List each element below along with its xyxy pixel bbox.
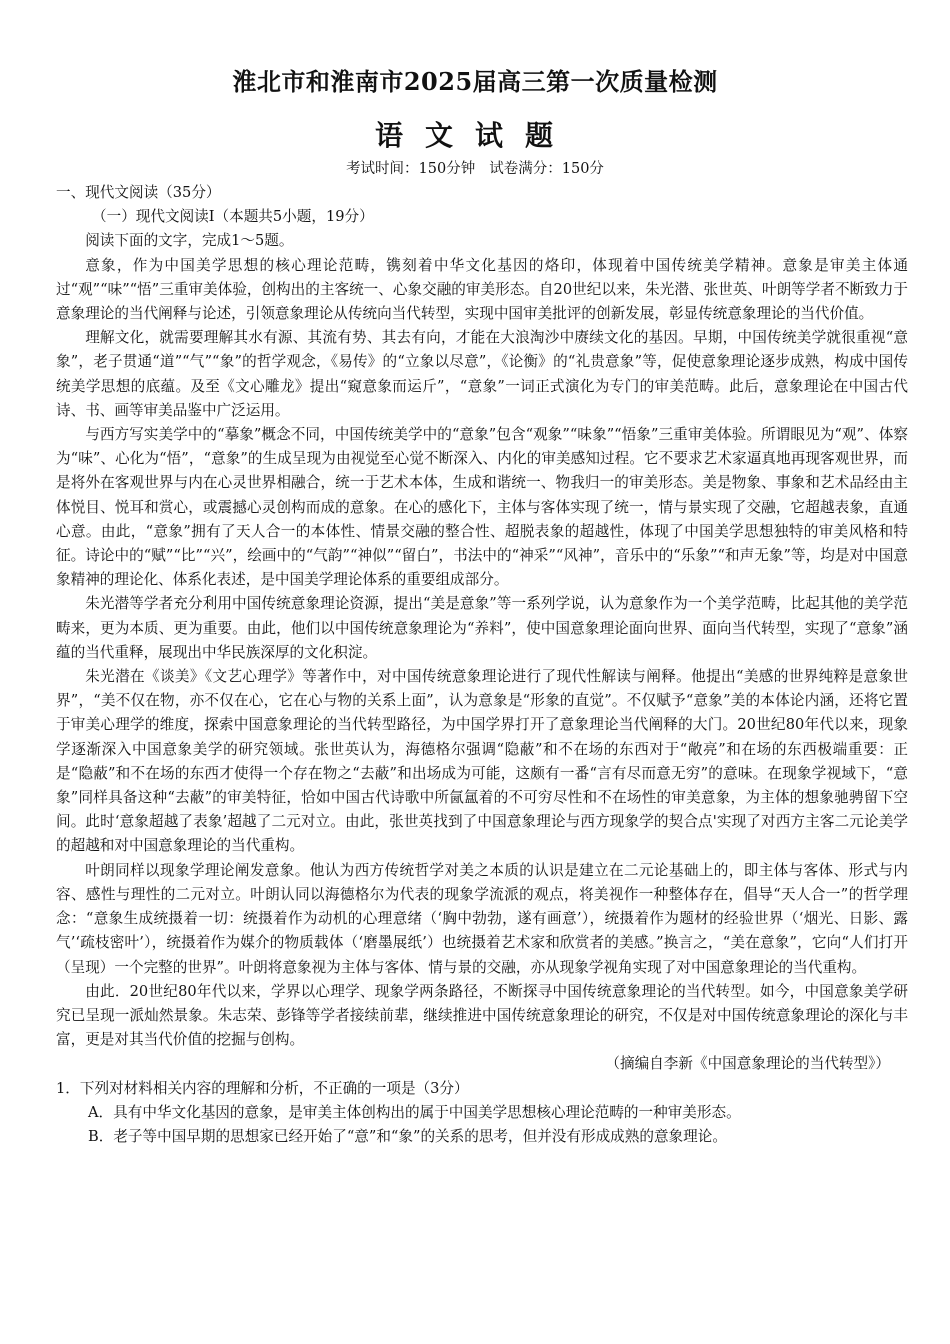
passage-paragraph: 由此．20世纪80年代以来，学界以心理学、现象学两条路径，不断探寻中国传统意象理论的当代转型。如今，中国意象美学研究已呈现一派灿然景象。朱志荣、彭锋等学者接续前辈，继续推进中国传统意象理论的研究，不仅是对中国传统意象理论的深化与丰富，更是对其当代价值的挖掘与创构。 bbox=[56, 982, 908, 1049]
passage-paragraph: 朱光潜在《谈美》《文艺心理学》等著作中，对中国传统意象理论进行了现代性解读与阐释。他提出“美感的世界纯粹是意象世界”，“美不仅在物，亦不仅在心，它在心与物的关系上面”，认为意象是“形象的直觉”。不仅赋予“意象”美的本体论内涵，还将它置于审美心理学的维度，探索中国意象理论的当代转型路径，为中国学界打开了意象理论当代阐释的大门。20世纪80年代以来，现象学逐渐深入中国意象美学的研究领域。张世英认为，海德格尔强调“隐蔽”和不在场的东西对于“敞亮”和在场的东西极端重要：正是“隐蔽”和不在场的东西才使得一个存在物之“去蔽”和出场成为可能，这颇有一番“言有尽而意无穷”的意味。在现象学视域下，“意象”同样具备这种“去蔽”的审美特征，恰如中国古代诗歌中所氤氲着的不可穷尽性和不在场性的审美意象，为主体的想象驰骋留下空间。此时‘意象超越了表象’超越了二元对立。由此，张世英找到了中国意象理论与西方现象学的契合点'实现了对西方主客二元论美学的超越和对中国意象理论的当代重构。 bbox=[56, 668, 908, 855]
exam-title: 淮北市和淮南市2025届高三第一次质量检测 bbox=[232, 67, 718, 96]
passage-paragraph: 与西方写实美学中的“摹象”概念不同，中国传统美学中的“意象”包含“观象”“味象”“悟象”三重审美体验。所谓眼见为“观”、体察为“味”、心化为“悟”，“意象”的生成呈现为由视觉至心觉不断深入、内化的审美感知过程。它不要求艺术家逼真地再现客观世界，而是将外在客观世界与内在心灵世界相融合，统一于艺术本体，生成和谐统一、物我归一的审美形态。美是物象、事象和艺术品经由主体悦目、悦耳和赏心，或震撼心灵创构而成的意象。在心的感化下，主体与客体实现了统一，情与景实现了交融，它超越表象，直通心意。由此，“意象”拥有了天人合一的本体性、情景交融的整合性、超脱表象的超越性，体现了中国美学思想独特的审美风格和特征。诗论中的“赋”“比”“兴”，绘画中的“气韵”“神似”“留白”，书法中的“神采”“风神”，音乐中的“乐象”“和声无象”等，均是对中国意象精神的理论化、体系化表述，是中国美学理论体系的重要组成部分。 bbox=[56, 426, 908, 589]
passage-paragraph: 意象，作为中国美学思想的核心理论范畴，镌刻着中华文化基因的烙印，体现着中国传统美学精神。意象是审美主体通过“观”“味”“悟”三重审美体验，创构出的主客统一、心象交融的审美形态。自20世纪以来，朱光潜、张世英、叶朗等学者不断致力于意象理论的当代阐释与论述，引领意象理论从传统向当代转型，实现中国审美批评的创新发展，彰显传统意象理论的当代价值。 bbox=[56, 256, 908, 323]
exam-time: 考试时间：150分钟 bbox=[346, 161, 476, 177]
question-1-option-a: A．具有中华文化基因的意象，是审美主体创构出的属于中国美学思想核心理论范畴的一种审美形态。 bbox=[88, 1103, 741, 1121]
reading-instruction: 阅读下面的文字，完成1～5题。 bbox=[85, 232, 294, 250]
passage-paragraph: 叶朗同样以现象学理论阐发意象。他认为西方传统哲学对美之本质的认识是建立在二元论基础上的，即主体与客体、形式与内容、感性与理性的二元对立。叶朗认同以海德格尔为代表的现象学流派的观点，将美视作一种整体存在，倡导“天人合一”的哲学理念：“意象生成统摄着一切：统摄着作为动机的心理意绪（‘胸中勃勃，遂有画意’），统摄着作为题材的经验世界（‘烟光、日影、露气’‘疏枝密叶’），统摄着作为媒介的物质载体（‘磨墨展纸’）也统摄着艺术家和欣赏者的美感。”换言之，“美在意象”，它向“人们打开（呈现）一个完整的世界”。叶朗将意象视为主体与客体、情与景的交融，亦从现象学视角实现了对中国意象理论的当代重构。 bbox=[56, 861, 908, 976]
exam-meta bbox=[0, 157, 950, 178]
question-1-option-b: B．老子等中国早期的思想家已经开始了“意”和“象”的关系的思考，但并没有形成成熟的意象理论。 bbox=[88, 1127, 727, 1145]
section-heading: 一、现代文阅读（35分） bbox=[56, 184, 221, 201]
passage-paragraph: 理解文化，就需要理解其水有源、其流有势、其去有向，才能在大浪淘沙中赓续文化的基因。早期，中国传统美学就很重视“意象”，老子贯通“道”“气”“象”的哲学观念，《易传》的“立象以尽意”，《论衡》的“礼贵意象”等，促使意象理论逐步成熟，构成中国传统美学思想的底蕴。及至《文心雕龙》提出“窥意象而运斤”，“意象”一词正式演化为专门的审美范畴。此后，意象理论在中国古代诗、书、画等审美品鉴中广泛运用。 bbox=[56, 329, 908, 419]
passage-paragraph: 朱光潜等学者充分利用中国传统意象理论资源，提出“美是意象”等一系列学说，认为意象作为一个美学范畴，比起其他的美学范畴来，更为本质、更为重要。由此，他们以中国传统意象理论为“养料”，使中国意象理论面向世界、面向当代转型，实现了“意象”涵蕴的当代重释，展现出中华民族深厚的文化积淀。 bbox=[56, 595, 908, 661]
passage-source: （摘编自李新《中国意象理论的当代转型》） bbox=[605, 1055, 890, 1073]
question-1-stem: 1．下列对材料相关内容的理解和分析，不正确的一项是（3分） bbox=[56, 1079, 469, 1097]
subject-title: 语文试题 bbox=[374, 119, 575, 152]
subsection-heading: （一）现代文阅读Ⅰ（本题共5小题，19分） bbox=[92, 208, 374, 226]
exam-content bbox=[56, 181, 908, 1149]
full-score: 试卷满分：150分 bbox=[489, 161, 604, 177]
